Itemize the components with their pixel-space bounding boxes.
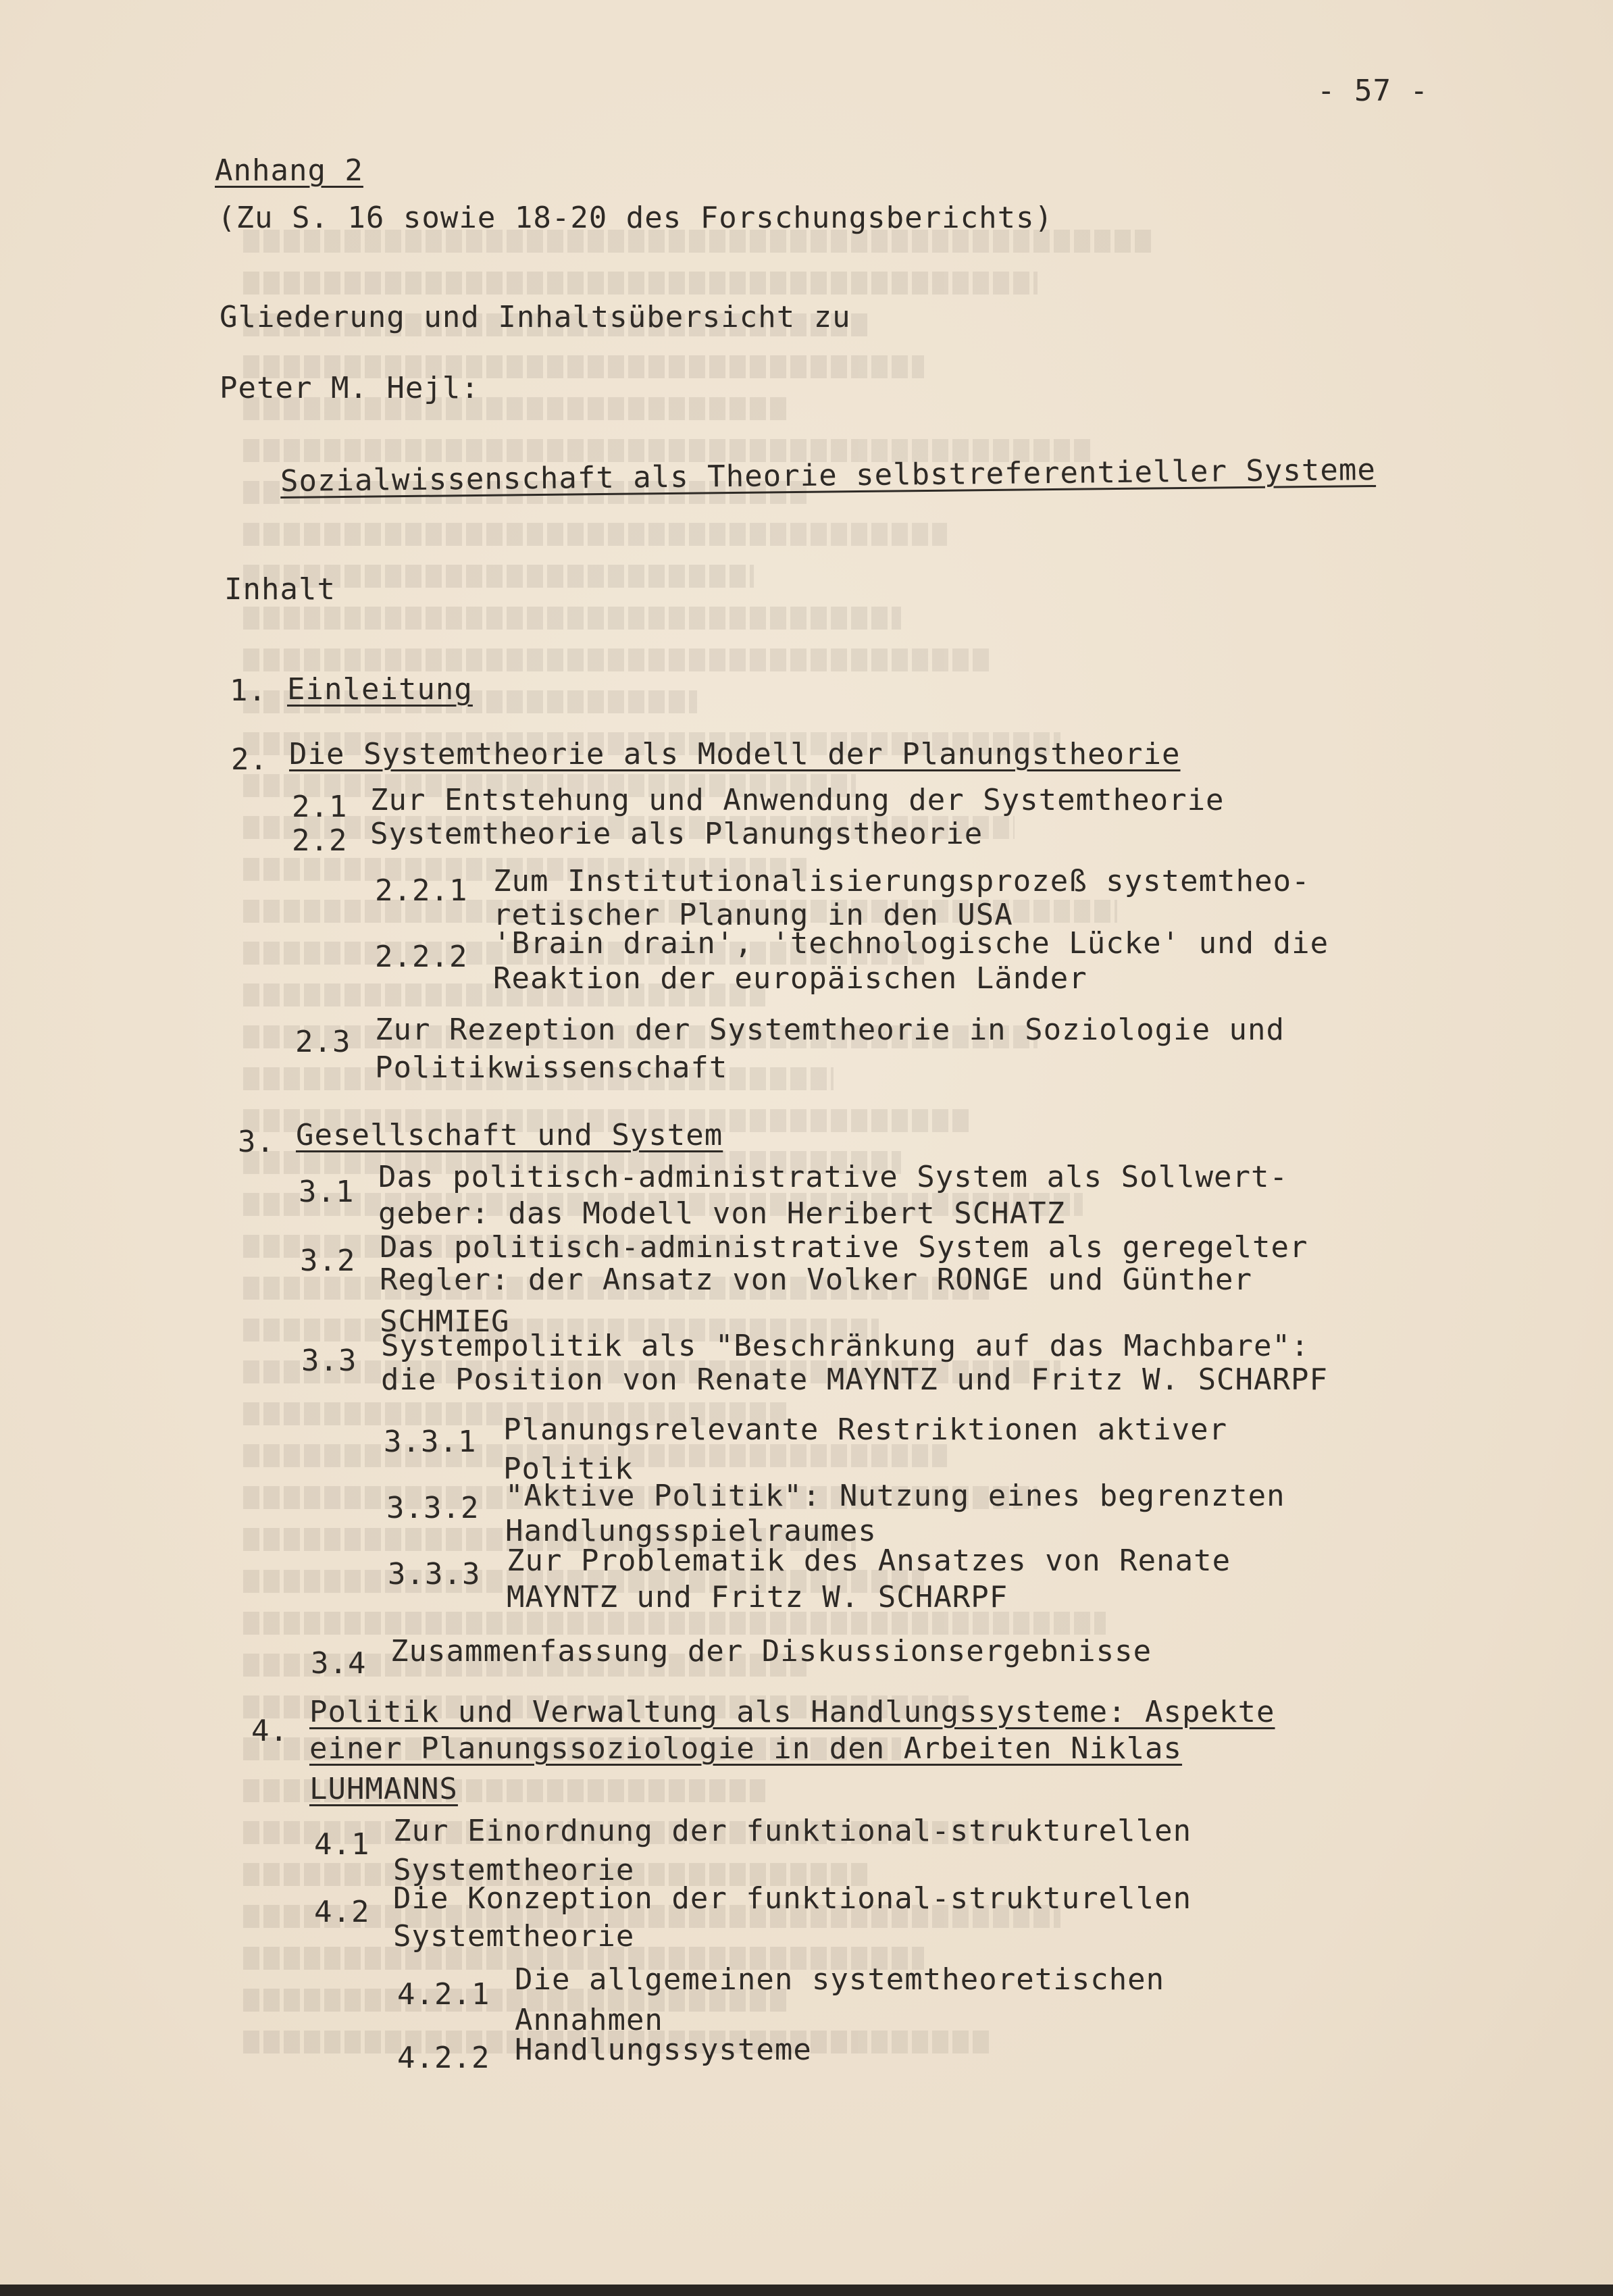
toc-title-continued: Annahmen — [515, 2003, 663, 2037]
toc-title: Handlungssysteme — [515, 2033, 812, 2067]
toc-title: Zur Entstehung und Anwendung der Systemtheorie — [370, 783, 1225, 817]
toc-title-continued: Reaktion der europäischen Länder — [493, 961, 1087, 996]
toc-title: Politik und Verwaltung als Handlungssysteme: Aspekte — [309, 1695, 1275, 1729]
toc-number: 3.3.3 — [388, 1557, 481, 1591]
toc-number: 3.1 — [299, 1175, 355, 1209]
toc-title: Gesellschaft und System — [296, 1118, 723, 1152]
toc-number: 4.2.2 — [397, 2041, 490, 2075]
toc-title: Zum Institutionalisierungsprozeß systemtheo- — [493, 864, 1310, 898]
toc-title: Das politisch-administrative System als geregelter — [380, 1230, 1308, 1265]
toc-number: 3.3.1 — [384, 1425, 477, 1459]
toc-number: 3. — [238, 1125, 275, 1159]
toc-title-continued: Systemtheorie — [393, 1853, 635, 1887]
toc-title-continued: Systemtheorie — [393, 1919, 635, 1954]
contents-heading: Inhalt — [224, 572, 336, 607]
toc-title: Die Konzeption der funktional-strukturellen — [393, 1881, 1192, 1916]
toc-number: 4. — [251, 1714, 288, 1748]
toc-number: 3.3 — [301, 1344, 357, 1378]
toc-title-continued: einer Planungssoziologie in den Arbeiten Niklas — [309, 1731, 1183, 1766]
scan-bottom-edge — [0, 2285, 1613, 2296]
toc-number: 2.1 — [292, 790, 348, 824]
toc-title-continued: MAYNTZ und Fritz W. SCHARPF — [507, 1580, 1008, 1614]
toc-title: Systempolitik als "Beschränkung auf das Machbare": — [381, 1329, 1310, 1363]
toc-title-continued-2: SCHMIEG — [380, 1304, 510, 1339]
toc-title: Zur Einordnung der funktional-strukturellen — [393, 1814, 1192, 1848]
toc-title: Systemtheorie als Planungstheorie — [370, 817, 983, 851]
toc-title: Die Systemtheorie als Modell der Planungstheorie — [289, 737, 1181, 771]
toc-title: Zusammenfassung der Diskussionsergebnisse — [390, 1634, 1152, 1668]
toc-number: 2.2 — [292, 823, 348, 858]
toc-title-continued-2: LUHMANNS — [309, 1772, 458, 1806]
toc-number: 4.2 — [314, 1895, 370, 1929]
toc-title: Planungsrelevante Restriktionen aktiver — [503, 1412, 1228, 1447]
toc-title-continued: geber: das Modell von Heribert SCHATZ — [378, 1196, 1066, 1231]
toc-number: 3.4 — [311, 1646, 367, 1681]
toc-title-continued: die Position von Renate MAYNTZ und Fritz W. SCHARPF — [381, 1362, 1329, 1397]
toc-number: 3.2 — [300, 1244, 356, 1278]
work-title: Sozialwissenschaft als Theorie selbstreferentieller Systeme — [280, 453, 1377, 499]
toc-title-continued: Handlungsspielraumes — [505, 1514, 877, 1548]
toc-number: 2.3 — [295, 1025, 351, 1059]
toc-number: 4.2.1 — [397, 1977, 490, 2012]
author: Peter M. Hejl: — [220, 371, 480, 405]
outline-label: Gliederung und Inhaltsübersicht zu — [220, 300, 851, 334]
toc-title-continued: retischer Planung in den USA — [493, 898, 1013, 932]
toc-number: 2.2.1 — [375, 873, 468, 908]
page-number: - 57 - — [1317, 74, 1429, 108]
toc-title-continued: Politikwissenschaft — [375, 1050, 728, 1085]
toc-title: Zur Problematik des Ansatzes von Renate — [507, 1544, 1231, 1578]
appendix-note: (Zu S. 16 sowie 18-20 des Forschungsberichts) — [217, 201, 1054, 235]
toc-number: 2.2.2 — [375, 940, 468, 974]
toc-number: 3.3.2 — [386, 1491, 480, 1525]
toc-number: 4.1 — [314, 1827, 370, 1862]
toc-title: Die allgemeinen systemtheoretischen — [515, 1962, 1165, 1997]
toc-title: Zur Rezeption der Systemtheorie in Soziologie und — [375, 1013, 1285, 1047]
toc-title: Das politisch-administrative System als Sollwert- — [378, 1160, 1289, 1194]
appendix-title: Anhang 2 — [215, 153, 363, 188]
toc-number: 1. — [230, 673, 267, 708]
toc-number: 2. — [231, 742, 268, 777]
toc-title-continued: Politik — [503, 1452, 634, 1486]
toc-title-continued: Regler: der Ansatz von Volker RONGE und Günther — [380, 1262, 1253, 1297]
toc-title: Einleitung — [287, 672, 473, 707]
toc-title: "Aktive Politik": Nutzung eines begrenzten — [505, 1479, 1285, 1513]
toc-title: 'Brain drain', 'technologische Lücke' und die — [493, 926, 1329, 961]
